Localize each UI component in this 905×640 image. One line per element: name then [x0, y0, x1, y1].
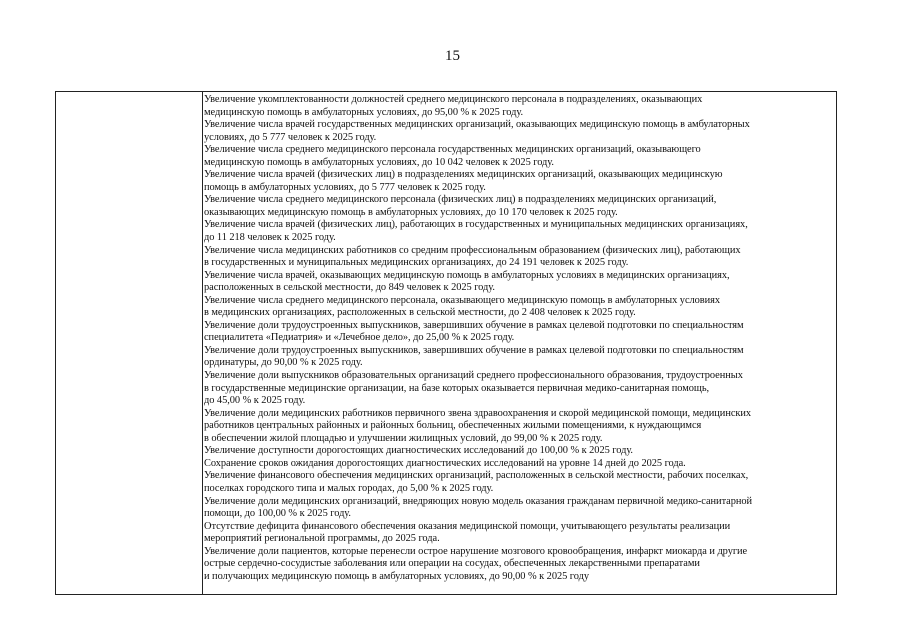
results-table — [55, 91, 837, 595]
table-results-column — [204, 94, 834, 594]
result-item: Увеличение числа врачей государственных медицинских организаций, оказывающих медицинскую помощь в амбулаторных условиях, до 5 777 человек к 2025 году. — [204, 119, 750, 143]
result-item: Увеличение доли медицинских работников первичного звена здравоохранения и скорой медицинской помощи, медицинских работников центральных районных и районных больниц, обеспеченных жилыми помещениями, к нуждающимся в обеспечении жилой площадью и улучшении жилищных условий, до 99,00 % к 2025 году. — [204, 407, 752, 444]
result-item: Увеличение доли трудоустроенных выпускников, завершивших обучение в рамках целевой подготовки по специальностям ординатуры, до 90,00 % к 2025 году. — [204, 344, 744, 369]
result-item: Увеличение числа врачей (физических лиц), работающих в государственных и муниципальных медицинских организациях, до 11 218 человек к 2025 году. — [204, 219, 748, 244]
result-item: Увеличение числа среднего медицинского персонала (физических лиц) в подразделениях медицинских организаций, оказывающих медицинскую помощь в амбулаторных условиях, до 10 170 человек к 2025 году. — [204, 194, 717, 218]
result-item: Увеличение доступности дорогостоящих диагностических исследований до 100,00 % к 2025 году. — [204, 445, 633, 457]
result-item: Увеличение числа среднего медицинского персонала, оказывающего медицинскую помощь в амбулаторных условиях в медицинских организациях, расположенных в сельской местности, до 2 408 человек к 2025 году. — [204, 294, 721, 319]
table-left-column — [56, 92, 203, 594]
page-number: 15 — [445, 48, 460, 64]
result-item: Увеличение укомплектованности должностей среднего медицинского персонала в подразделениях, оказывающих медицинскую помощь в амбулаторных условиях, до 95,00 % к 2025 году. — [204, 94, 703, 118]
result-item: Увеличение доли пациентов, которые перенесли острое нарушение мозгового кровообращения, инфаркт миокарда и другие острые сердечно-сосудистые заболевания или операции на сосудах, обеспеченных лекарственными препаратами и получающих медицинскую помощь в амбулаторных условиях, до 90,00 % к 2025 году — [204, 545, 748, 582]
result-item: Увеличение числа врачей (физических лиц) в подразделениях медицинских организаций, оказывающих медицинскую помощь в амбулаторных условиях, до 5 777 человек к 2025 году. — [204, 169, 723, 193]
result-item: Увеличение финансового обеспечения медицинских организаций, расположенных в сельской местности, рабочих поселках, поселках городского типа и малых городах, до 5,00 % к 2025 году. — [204, 470, 749, 494]
result-item: Увеличение числа медицинских работников со средним профессиональным образованием (физических лиц), работающих в государственных и муниципальных медицинских организациях, до 24 191 человек к 2025 году. — [204, 244, 741, 269]
result-item: Отсутствие дефицита финансового обеспечения оказания медицинской помощи, учитывающего результаты реализации мероприятий региональной программы, до 2025 года. — [204, 520, 731, 545]
result-item: Увеличение числа среднего медицинского персонала государственных медицинских организаций, оказывающего медицинскую помощь в амбулаторных условиях, до 10 042 человек к 2025 году. — [204, 144, 701, 168]
result-item: Увеличение числа врачей, оказывающих медицинскую помощь в амбулаторных условиях в медицинских организациях, расположенных в сельской местности, до 849 человек к 2025 году. — [204, 269, 730, 294]
result-item: Сохранение сроков ожидания дорогостоящих диагностических исследований на уровне 14 дней до 2025 года. — [204, 457, 686, 469]
result-item: Увеличение доли трудоустроенных выпускников, завершивших обучение в рамках целевой подготовки по специальностям специалитета «Педиатрия» и «Лечебное дело», до 25,00 % к 2025 году. — [204, 319, 744, 344]
result-item: Увеличение доли медицинских организаций, внедряющих новую модель оказания гражданам первичной медико-санитарной помощи, до 100,00 % к 2025 году. — [204, 495, 753, 520]
result-item: Увеличение доли выпускников образовательных организаций среднего профессионального образования, трудоустроенных в государственные медицинские организации, на базе которых оказывается первичная медико-санитарная помощь, до 45,00 % к 2025 году. — [204, 370, 743, 407]
